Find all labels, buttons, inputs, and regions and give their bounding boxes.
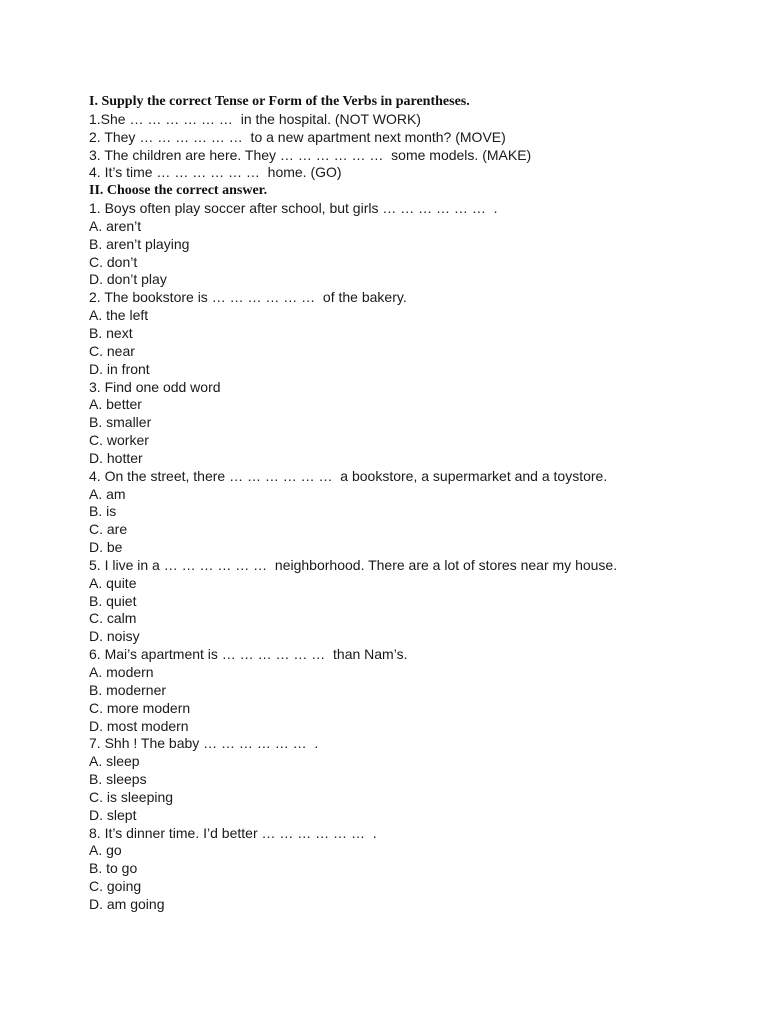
question-prompt: 7. Shh ! The baby … … … … … … . — [89, 735, 319, 752]
option-a: A. aren’t — [89, 217, 142, 234]
option-a: A. am — [89, 485, 126, 502]
question-prompt: 5. I live in a … … … … … … neighborhood. There are a lot of stores near my house. — [89, 556, 618, 573]
option-a: A. modern — [89, 664, 154, 680]
option-a: A. sleep — [89, 753, 140, 770]
option-d: D. hotter — [89, 449, 143, 466]
question-prompt: 1. Boys often play soccer after school, but girls … … … … … … . — [89, 200, 498, 217]
option-c: C. going — [89, 878, 142, 895]
question-4 — [89, 468, 749, 557]
option-b: B. aren’t playing — [89, 235, 190, 252]
option-c: C. more modern — [89, 699, 191, 716]
question-8 — [89, 825, 749, 914]
option-a: A. quite — [89, 574, 137, 591]
option-b: B. smaller — [89, 414, 152, 431]
option-b: B. quiet — [89, 592, 137, 609]
question-1 — [89, 200, 749, 289]
question-2 — [89, 289, 749, 378]
worksheet — [89, 93, 749, 914]
option-b: B. sleeps — [89, 771, 147, 788]
option-a: A. the left — [89, 307, 149, 324]
option-d: D. slept — [89, 806, 137, 823]
part1-item-4: 4. It’s time … … … … … … home. (GO) — [89, 164, 342, 181]
part2-heading: II. Choose the correct answer. — [89, 183, 268, 199]
option-c: C. worker — [89, 432, 149, 449]
option-d: D. noisy — [89, 628, 140, 645]
option-d: D. most modern — [89, 717, 189, 734]
question-prompt: 3. Find one odd word — [89, 378, 221, 395]
option-c: C. near — [89, 342, 135, 359]
question-prompt: 8. It’s dinner time. I’d better … … … … … … . — [89, 824, 377, 841]
option-d: D. don’t play — [89, 271, 167, 288]
part1-item-1: 1.She … … … … … … in the hospital. (NOT WORK) — [89, 110, 421, 127]
question-prompt: 6. Mai’s apartment is … … … … … … than Nam’s. — [89, 646, 408, 663]
part1-item-3: 3. The children are here. They … … … … … … some models. (MAKE) — [89, 146, 532, 163]
option-c: C. are — [89, 521, 128, 538]
option-b: B. next — [89, 324, 133, 341]
option-c: C. don’t — [89, 253, 138, 270]
option-a: A. better — [89, 396, 142, 413]
part1-item-2: 2. They … … … … … … to a new apartment next month? (MOVE) — [89, 128, 506, 145]
option-a: A. go — [89, 842, 122, 859]
option-c: C. is sleeping — [89, 788, 174, 805]
option-b: B. is — [89, 503, 117, 520]
question-prompt: 2. The bookstore is … … … … … … of the bakery. — [89, 289, 407, 306]
question-3 — [89, 379, 749, 468]
question-5 — [89, 557, 749, 646]
option-d: D. in front — [89, 360, 150, 377]
option-b: B. moderner — [89, 681, 167, 698]
part1-heading: I. Supply the correct Tense or Form of the Verbs in parentheses. — [89, 94, 470, 109]
option-d: D. be — [89, 539, 123, 556]
option-d: D. am going — [89, 895, 165, 912]
option-b: B. to go — [89, 860, 138, 877]
question-6 — [89, 646, 749, 735]
question-7 — [89, 735, 749, 824]
question-prompt: 4. On the street, there … … … … … … a bookstore, a supermarket and a toystore. — [89, 467, 608, 484]
option-c: C. calm — [89, 610, 137, 627]
